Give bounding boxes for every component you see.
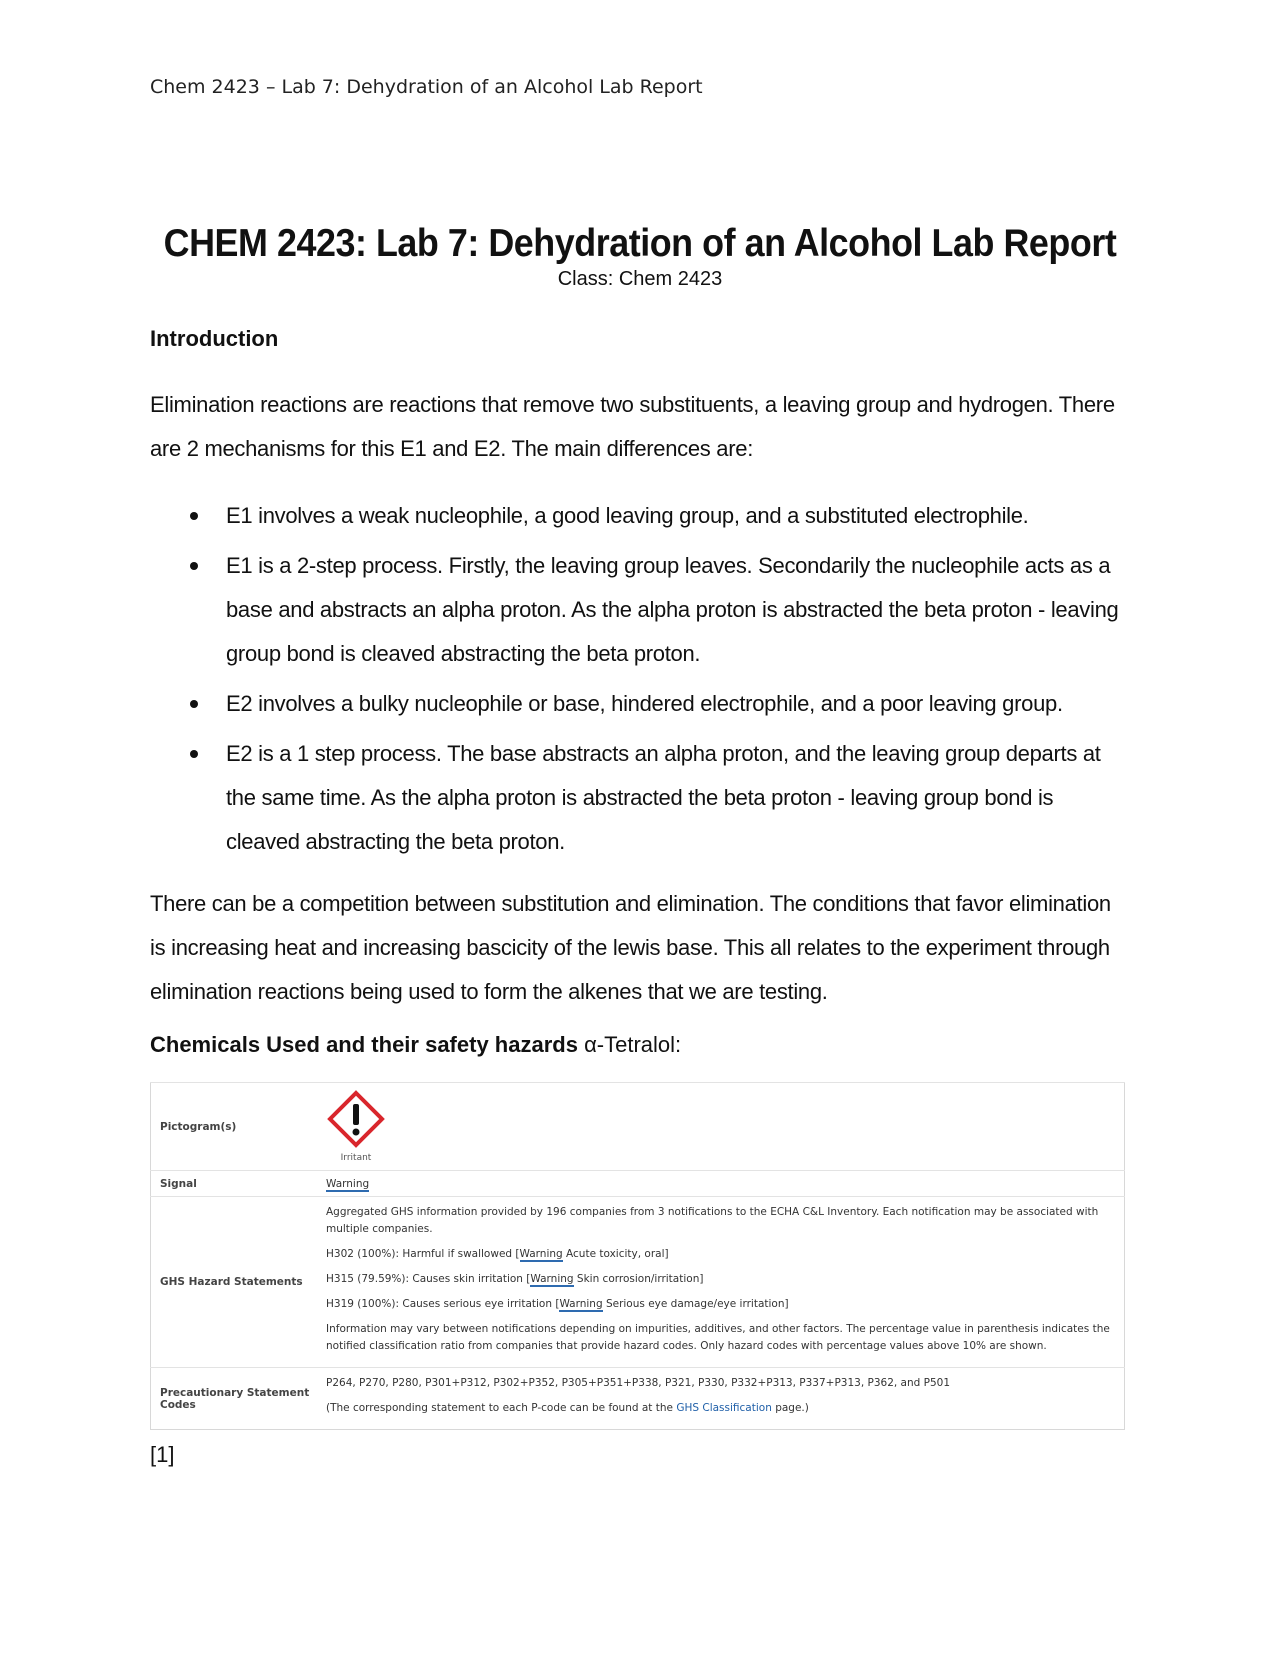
running-header: Chem 2423 – Lab 7: Dehydration of an Alcohol Lab Report — [150, 76, 703, 98]
list-item — [150, 732, 1130, 864]
hazard-statement: H319 (100%): Causes serious eye irritation [Warning Serious eye damage/eye irritation] — [326, 1298, 789, 1310]
bullet-icon — [190, 750, 198, 758]
pictogram-cell — [318, 1083, 1125, 1171]
exclamation-mark-icon — [327, 1090, 385, 1148]
table-row — [151, 1171, 1125, 1197]
bullet-text: E1 involves a weak nucleophile, a good leaving group, and a substituted electrophile. — [226, 503, 1029, 528]
pictogram-label: Pictogram(s) — [151, 1083, 319, 1171]
compound-name: α-Tetralol: — [584, 1032, 682, 1057]
hazard-statements-cell — [318, 1197, 1125, 1368]
ghs-safety-table — [150, 1082, 1125, 1430]
warning-link[interactable]: Warning — [519, 1248, 563, 1260]
closing-paragraph: There can be a competition between substitution and elimination. The conditions that favor elimination is increasing heat and increasing bascicity of the lewis base. This all relates to the experiment through elimination reactions being used to form the alkenes that we are testing. — [150, 891, 1111, 1004]
pictogram-caption: Irritant — [340, 1153, 372, 1163]
table-row — [151, 1083, 1125, 1171]
warning-link[interactable]: Warning — [530, 1273, 574, 1285]
bullet-icon — [190, 562, 198, 570]
introduction-paragraph: Elimination reactions are reactions that remove two substituents, a leaving group and hydrogen. There are 2 mechanisms for this E1 and E2. The main differences are: — [150, 392, 1115, 461]
chemicals-line — [150, 1032, 681, 1058]
precautionary-cell — [318, 1368, 1125, 1430]
bullet-text: E2 involves a bulky nucleophile or base, hindered electrophile, and a poor leaving group. — [226, 691, 1063, 716]
reference-marker: [1] — [150, 1442, 175, 1467]
precautionary-label: Precautionary Statement Codes — [151, 1368, 319, 1430]
hazard-intro: Aggregated GHS information provided by 196 companies from 3 notifications to the ECHA C&L Inventory. Each notification may be associated with multiple companies. — [326, 1206, 1099, 1235]
mechanism-bullet-list — [150, 494, 1130, 870]
bullet-icon — [190, 512, 198, 520]
page-title: CHEM 2423: Lab 7: Dehydration of an Alcohol Lab Report — [163, 222, 1117, 265]
hazard-note: Information may vary between notifications depending on impurities, additives, and other factors. The percentage value in parenthesis indicates the notified classification ratio from companies that provide hazard codes. Only hazard codes with percentage values above 10% are shown. — [326, 1323, 1110, 1352]
list-item — [150, 544, 1130, 676]
hazard-statement: H302 (100%): Harmful if swallowed [Warning Acute toxicity, oral] — [326, 1248, 669, 1260]
table-row — [151, 1197, 1125, 1368]
bullet-icon — [190, 700, 198, 708]
class-subtitle: Class: Chem 2423 — [557, 268, 723, 290]
hazard-statement: H315 (79.59%): Causes skin irritation [Warning Skin corrosion/irritation] — [326, 1273, 704, 1285]
introduction-heading: Introduction — [150, 326, 279, 351]
warning-link[interactable]: Warning — [559, 1298, 603, 1310]
hazard-statements-label: GHS Hazard Statements — [151, 1197, 319, 1368]
table-row — [151, 1368, 1125, 1430]
list-item — [150, 494, 1130, 538]
list-item — [150, 682, 1130, 726]
signal-label: Signal — [151, 1171, 319, 1197]
bullet-text: E1 is a 2-step process. Firstly, the leaving group leaves. Secondarily the nucleophile acts as a base and abstracts an alpha proton. As the alpha proton is abstracted the beta proton - leaving group bond is cleaved abstracting the beta proton. — [226, 553, 1119, 666]
precautionary-note: (The corresponding statement to each P-code can be found at the GHS Classification page.) — [326, 1402, 809, 1414]
ghs-classification-link[interactable]: GHS Classification — [676, 1402, 772, 1414]
chemicals-heading: Chemicals Used and their safety hazards — [150, 1032, 578, 1057]
precautionary-codes: P264, P270, P280, P301+P312, P302+P352, P305+P351+P338, P321, P330, P332+P313, P337+P313, P362, and P501 — [326, 1377, 951, 1389]
bullet-text: E2 is a 1 step process. The base abstracts an alpha proton, and the leaving group departs at the same time. As the alpha proton is abstracted the beta proton - leaving group bond is cleaved abstracting the beta proton. — [226, 741, 1101, 854]
signal-warning-link[interactable]: Warning — [326, 1177, 370, 1190]
pictogram — [326, 1090, 386, 1163]
